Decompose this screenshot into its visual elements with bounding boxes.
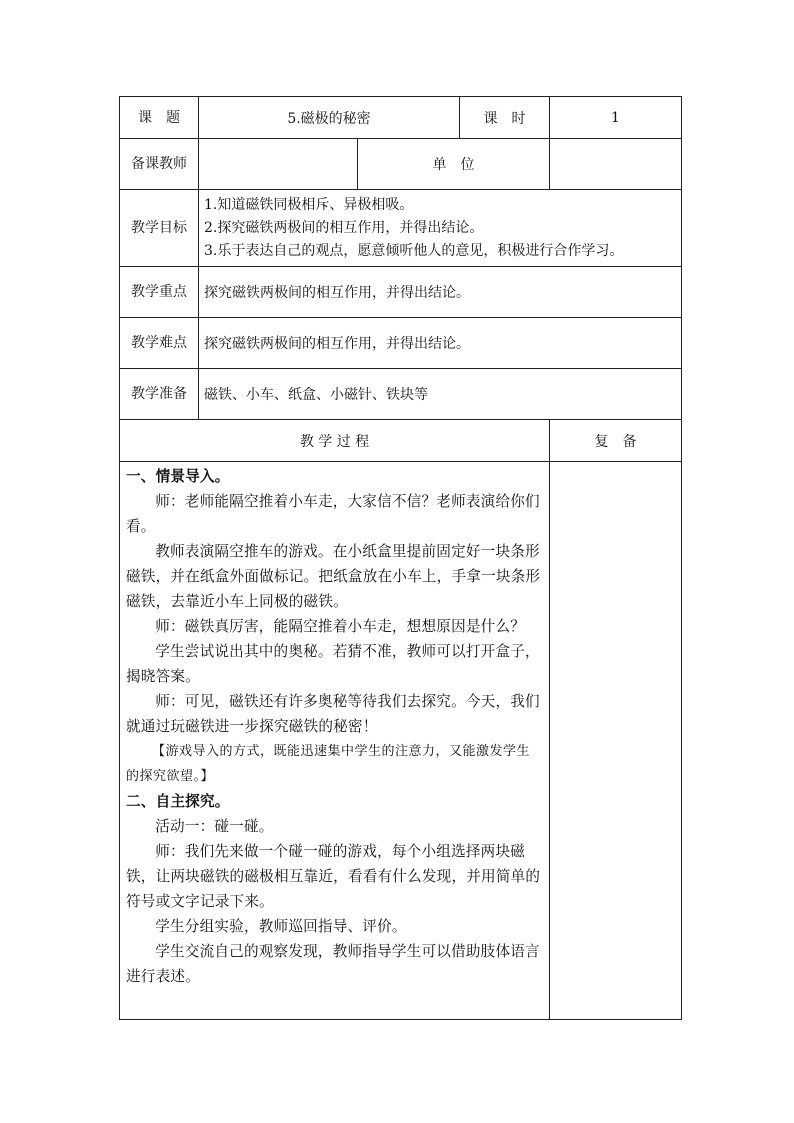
- section-heading: 一、情景导入。: [126, 468, 230, 485]
- row-process-body: [120, 462, 682, 1020]
- process-paragraph: 学生尝试说出其中的奥秘。若猜不准，教师可以打开盒子，揭晓答案。: [126, 643, 540, 685]
- hours-value: 1: [550, 97, 682, 139]
- preparation-value: 磁铁、小车、纸盒、小磁针、铁块等: [199, 369, 682, 420]
- process-paragraph: 教师表演隔空推车的游戏。在小纸盒里提前固定好一块条形磁铁，并在纸盒外面做标记。把纸盒放在小车上，手拿一块条形磁铁，去靠近小车上同极的磁铁。: [126, 543, 541, 610]
- row-topic: [120, 97, 682, 139]
- process-paragraph: 师：我们先来做一个碰一碰的游戏，每个小组选择两块磁铁，让两块磁铁的磁极相互靠近，看看有什么发现，并用简单的符号或文字记录下来。: [126, 843, 541, 910]
- difficulties-value: 探究磁铁两极间的相互作用，并得出结论。: [199, 318, 682, 369]
- row-difficulties: [120, 318, 682, 369]
- process-paragraph: 学生交流自己的观察发现，教师指导学生可以借助肢体语言进行表述。: [126, 943, 540, 985]
- goal-item: 1.知道磁铁同极相斥、异极相吸。: [204, 196, 414, 213]
- hours-label: 课 时: [460, 97, 550, 139]
- unit-label: 单 位: [358, 139, 550, 190]
- review-content: [550, 462, 682, 1020]
- process-content: [120, 462, 550, 1020]
- section-heading: 二、自主探究。: [126, 793, 230, 810]
- process-paragraph: 师：磁铁真厉害，能隔空推着小车走，想想原因是什么？: [155, 618, 526, 635]
- row-process-header: [120, 420, 682, 462]
- goals-label: 教学目标: [120, 190, 199, 267]
- row-key-points: [120, 267, 682, 318]
- topic-label: 课 题: [120, 97, 199, 139]
- difficulties-label: 教学难点: [120, 318, 199, 369]
- design-note: 【游戏导入的方式，既能迅速集中学生的注意力，又能激发学生的探究欲望。】: [126, 744, 531, 784]
- process-paragraph: 活动一：碰一碰。: [155, 818, 274, 835]
- goals-list: [199, 190, 682, 267]
- process-header: 教 学 过 程: [120, 420, 550, 462]
- row-goals: [120, 190, 682, 267]
- lesson-plan-table: [119, 96, 682, 1020]
- process-paragraph: 学生分组实验，教师巡回指导、评价。: [155, 918, 407, 935]
- row-teacher: [120, 139, 682, 190]
- preparation-label: 教学准备: [120, 369, 199, 420]
- teacher-label: 备课教师: [120, 139, 199, 190]
- review-header: 复 备: [550, 420, 682, 462]
- goal-item: 3.乐于表达自己的观点，愿意倾听他人的意见，积极进行合作学习。: [204, 242, 624, 259]
- unit-value: [550, 139, 682, 190]
- key-points-value: 探究磁铁两极间的相互作用，并得出结论。: [199, 267, 682, 318]
- topic-value: 5.磁极的秘密: [199, 97, 460, 139]
- goal-item: 2.探究磁铁两极间的相互作用，并得出结论。: [204, 219, 484, 236]
- key-points-label: 教学重点: [120, 267, 199, 318]
- process-paragraph: 师：可见，磁铁还有许多奥秘等待我们去探究。今天，我们就通过玩磁铁进一步探究磁铁的秘密！: [126, 693, 540, 735]
- row-preparation: [120, 369, 682, 420]
- process-paragraph: 师：老师能隔空推着小车走，大家信不信？老师表演给你们看。: [126, 493, 540, 535]
- teacher-value: [199, 139, 358, 190]
